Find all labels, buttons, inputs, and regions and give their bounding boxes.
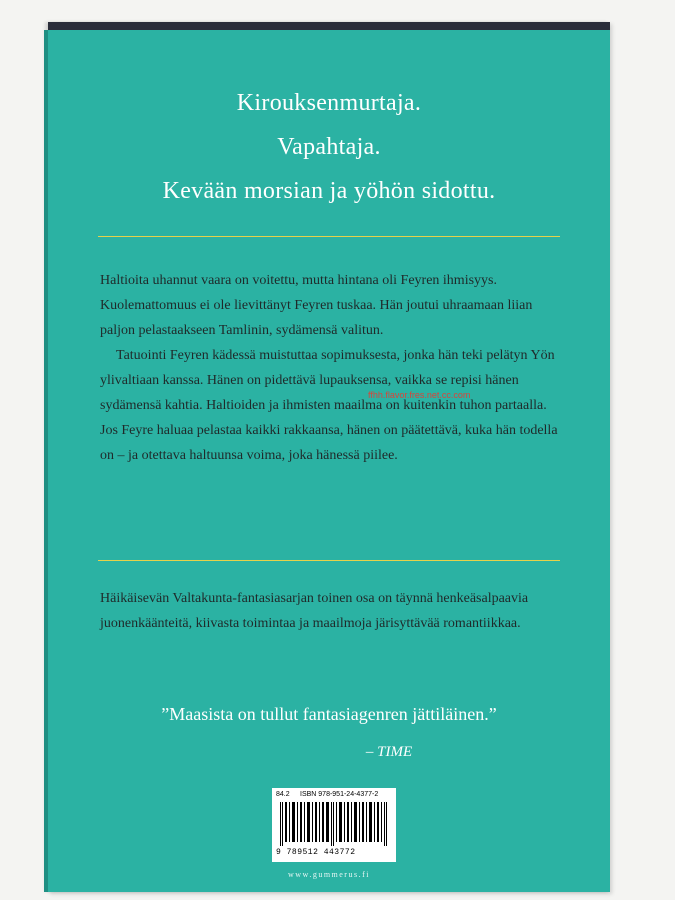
review-attribution [48, 744, 610, 761]
series-text: Häikäisevän Valtakunta-fantasiasarjan toinen osa on täynnä henkeäsalpaavia juonenkäänteitä, kiivasta toimintaa ja maailmoja järisyttävää romantiikkaa. [100, 591, 529, 631]
price-code: 84.2 [276, 791, 290, 798]
divider-rule-1 [98, 236, 560, 237]
isbn-number: ISBN 978-951-24-4377-2 [300, 791, 379, 798]
watermark-text: ffhh.flavor.fres.net.cc.com [368, 390, 471, 400]
barcode-digits: 9 789512 443772 [276, 848, 356, 857]
publisher-url: www.gummerus.fi [288, 870, 370, 879]
cover-top-band [48, 22, 610, 30]
blurb-paragraph-2: Tatuointi Feyren kädessä muistuttaa sopimuksesta, jonka hän teki pelätyn Yön ylivaltiaan kanssa. Hänen on pidettävä lupauksensa, vaikka se repisi hänen sydämensä kahtia. Haltioiden ja ihmisten maailma on kuitenkin tuhon partaalla. Jos Feyre haluaa pelastaa kaikki rakkaansa, hänen on päätettävä, kuka hän todella on – ja otettava haltuunsa voima, joka hänessä piilee. [100, 348, 558, 463]
review-quote: ”Maasista on tullut fantasiagenren jättiläinen.” [161, 704, 497, 724]
attribution-dash: – [365, 744, 378, 760]
divider-rule-2 [98, 560, 560, 561]
blurb-paragraph-1: Haltioita uhannut vaara on voitettu, mutta hintana oli Feyren ihmisyys. Kuolemattomuus ei ole lievittänyt Feyren tuskaa. Hän joutui uhraamaan liian paljon pelastaakseen Tamlinin, sydämensä valitun. [100, 273, 533, 338]
book-back-cover [48, 22, 610, 892]
series-blurb [100, 586, 560, 636]
tagline-line-3: Kevään morsian ja yöhön sidottu. [162, 178, 496, 204]
attribution-source: TIME [377, 744, 413, 760]
barcode-bars-icon [278, 802, 390, 846]
tagline-line-2: Vapahtaja. [277, 134, 381, 160]
barcode-label [272, 788, 396, 862]
tagline-line-1: Kirouksenmurtaja. [236, 90, 422, 116]
blurb [100, 268, 560, 468]
